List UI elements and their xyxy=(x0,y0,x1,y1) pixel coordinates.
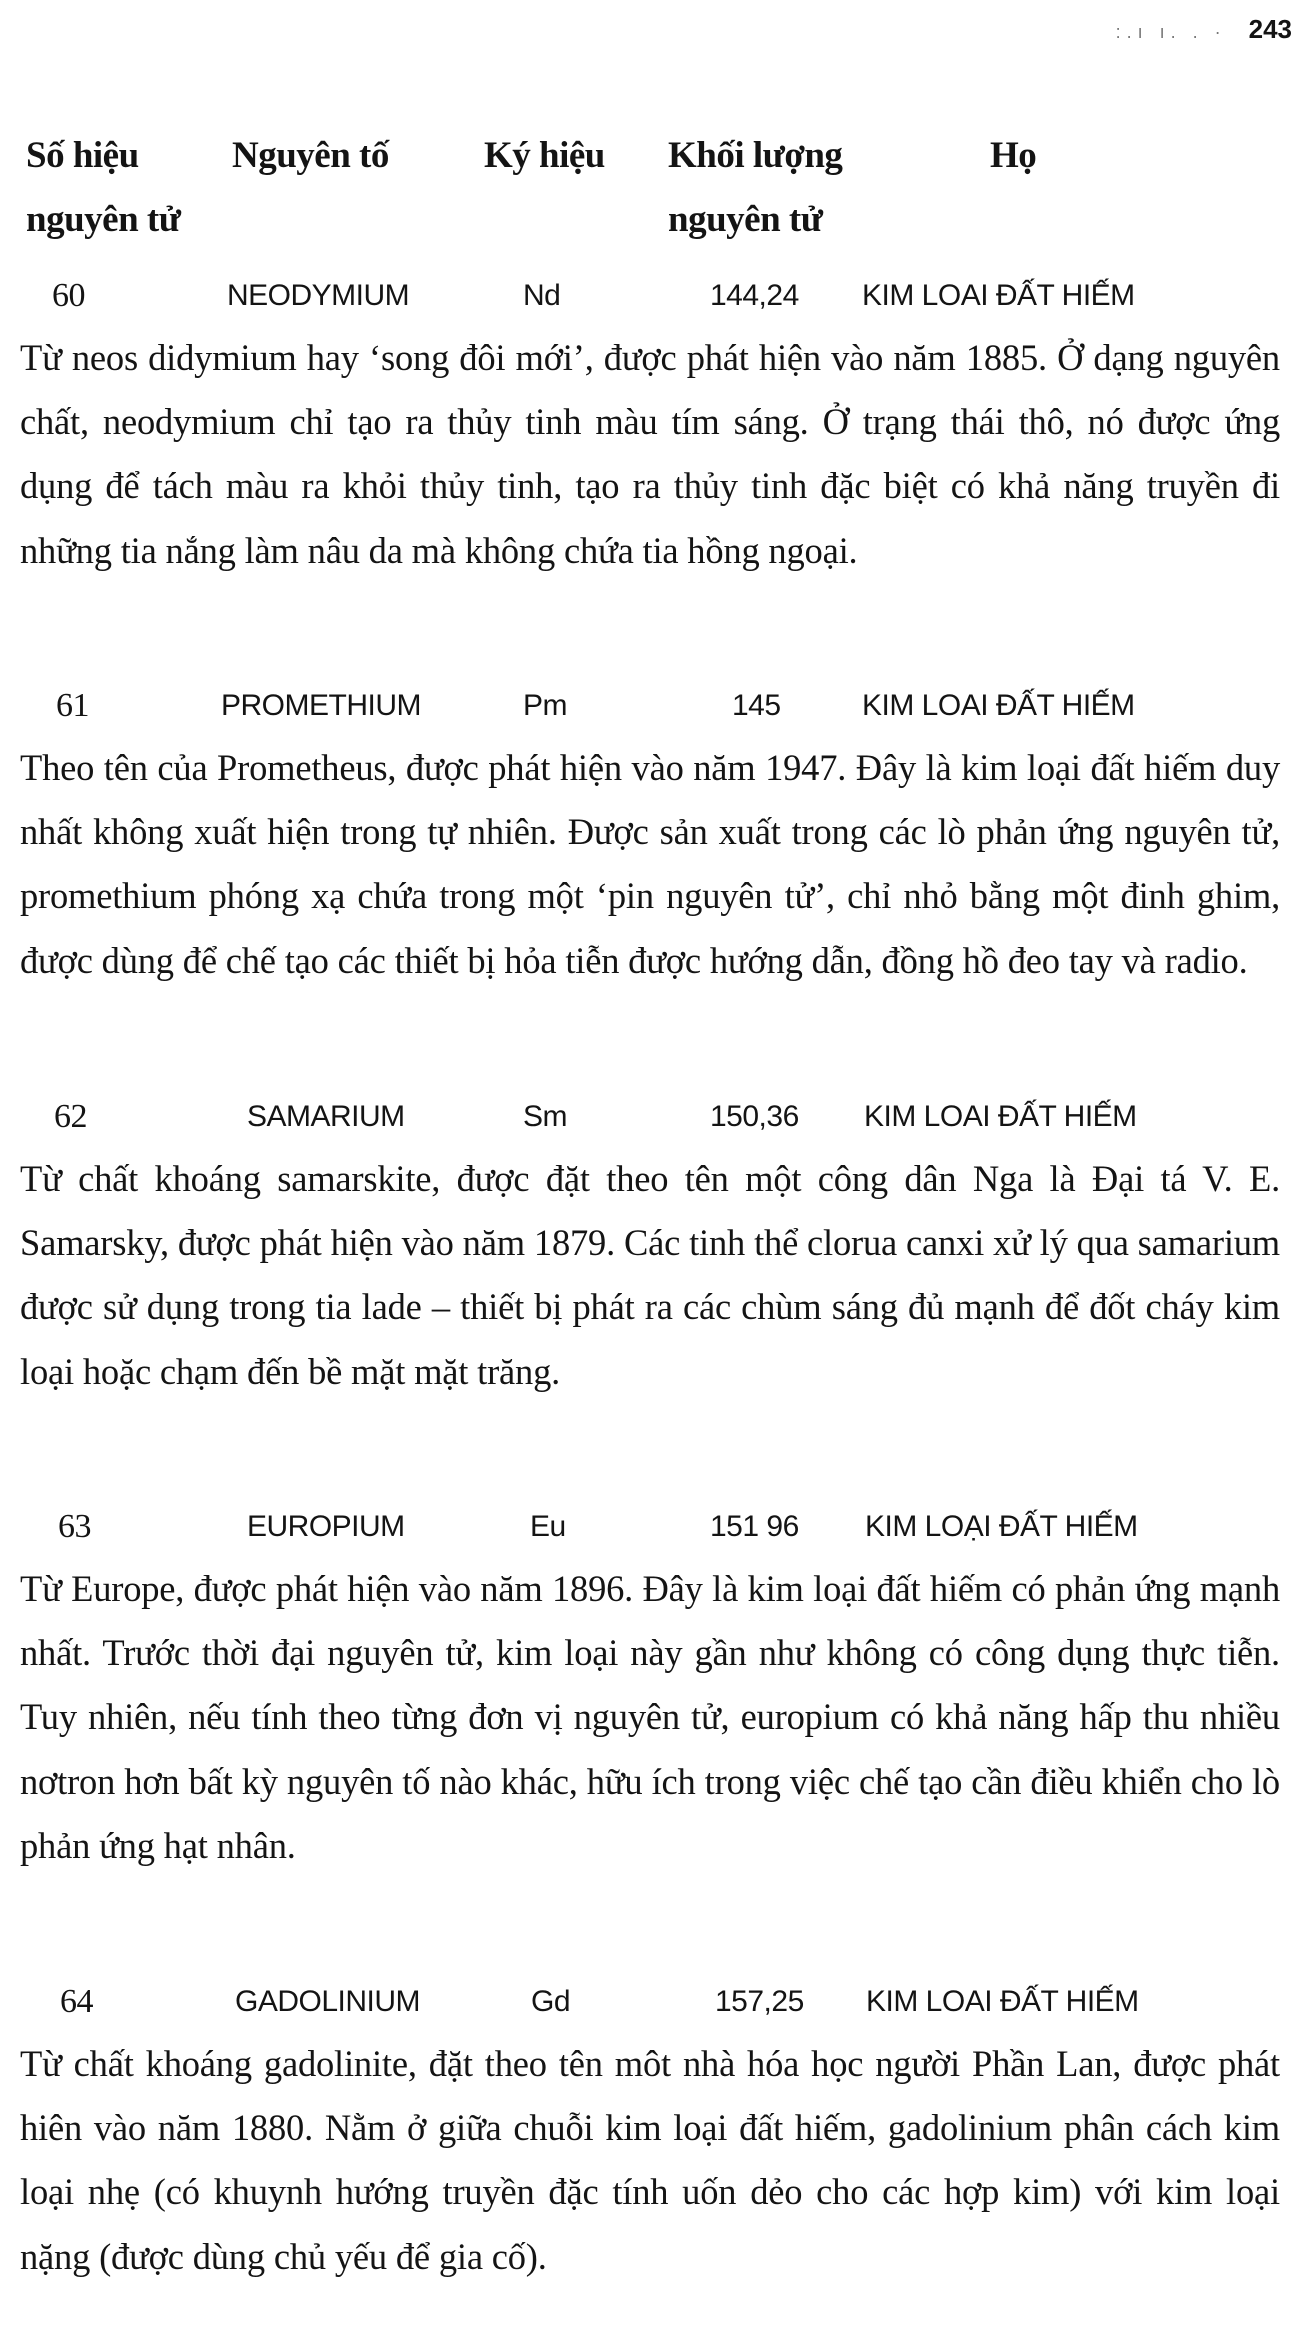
header-family: Họ xyxy=(990,135,1037,176)
entry-family: KIM LOAI ĐẤT HIẾM xyxy=(862,689,1135,722)
entry-header xyxy=(20,1972,1280,2032)
entry-description: Theo tên của Prometheus, được phát hiện vào năm 1947. Đây là kim loại đất hiếm duy nhất không xuất hiện trong tự nhiên. Được sản xuất trong các lò phản ứng nguyên tử, promethium phóng xạ chứa trong một ‘pin nguyên tử’, chỉ nhỏ bằng một đinh ghim, được dùng để chế tạo các thiết bị hỏa tiễn được hướng dẫn, đồng hồ đeo tay và radio. xyxy=(20,747,1280,981)
entry-header xyxy=(20,1087,1280,1147)
entry-family: KIM LOAI ĐẤT HIẾM xyxy=(862,279,1135,312)
entry-symbol: Gd xyxy=(531,1985,571,2018)
entry-family: KIM LOẠI ĐẤT HIẾM xyxy=(865,1510,1138,1543)
entry-description: Từ Europe, được phát hiện vào năm 1896. Đây là kim loại đất hiếm có phản ứng mạnh nhất. Trước thời đại nguyên tử, kim loại này gần như không có công dụng thực tiễn. Tuy nhiên, nếu tính theo từng đơn vị nguyên tử, europium có khả năng hấp thu nhiều nơtron hơn bất kỳ nguyên tố nào khác, hữu ích trong việc chế tạo cần điều khiển cho lò phản ứng hạt nhân. xyxy=(20,1568,1280,1866)
entry-atomic-number: 63 xyxy=(58,1508,91,1545)
entry-family: KIM LOAI ĐẤT HIẾM xyxy=(864,1100,1137,1133)
entry-symbol: Eu xyxy=(530,1510,566,1543)
entry-atomic-mass: 150,36 xyxy=(710,1100,799,1133)
entry-atomic-mass: 144,24 xyxy=(710,279,799,312)
entry-description: Từ chất khoáng samarskite, được đặt theo tên một công dân Nga là Đại tá V. E. Samarsky, được phát hiện vào năm 1879. Các tinh thể clorua canxi xử lý qua samarium được sử dụng trong tia lade – thiết bị phát ra các chùm sáng đủ mạnh để đốt cháy kim loại hoặc chạm đến bề mặt mặt trăng. xyxy=(20,1158,1280,1392)
running-head xyxy=(1116,14,1292,45)
element-entry xyxy=(20,266,1280,583)
entry-atomic-mass: 145 xyxy=(732,689,781,722)
entry-symbol: Sm xyxy=(523,1100,567,1133)
entry-atomic-mass: 157,25 xyxy=(715,1985,804,2018)
entry-element-name: GADOLINIUM xyxy=(235,1985,421,2018)
entry-symbol: Nd xyxy=(523,279,561,312)
element-entry xyxy=(20,1497,1280,1878)
running-head-title: :.ı ı. . · xyxy=(1115,22,1227,42)
entry-atomic-number: 60 xyxy=(52,277,85,314)
entry-description: Từ chất khoáng gadolinite, đặt theo tên môt nhà hóa học người Phần Lan, được phát hiên vào năm 1880. Nằm ở giữa chuỗi kim loại đất hiếm, gadolinium phân cách kim loại nhẹ (có khuynh hướng truyền đặc tính uốn dẻo cho các hợp kim) với kim loại nặng (được dùng chủ yếu để gia cố). xyxy=(20,2043,1280,2277)
header-symbol: Ký hiệu xyxy=(484,135,605,176)
entry-atomic-number: 61 xyxy=(56,687,89,724)
header-atomic-number: Số hiệu nguyên tử xyxy=(26,135,181,240)
entry-description: Từ neos didymium hay ‘song đôi mới’, được phát hiện vào năm 1885. Ở dạng nguyên chất, neodymium chỉ tạo ra thủy tinh màu tím sáng. Ở trạng thái thô, nó được ứng dụng để tách màu ra khỏi thủy tinh, tạo ra thủy tinh đặc biệt có khả năng truyền đi những tia nắng làm nâu da mà không chứa tia hồng ngoại. xyxy=(20,337,1280,571)
entry-symbol: Pm xyxy=(523,689,567,722)
entry-family: KIM LOAI ĐẤT HIẾM xyxy=(866,1985,1139,2018)
entry-element-name: EUROPIUM xyxy=(247,1510,405,1543)
entry-element-name: NEODYMIUM xyxy=(227,279,410,312)
page-number: 243 xyxy=(1248,14,1292,44)
entry-atomic-number: 62 xyxy=(54,1098,87,1135)
entry-header xyxy=(20,676,1280,736)
entry-element-name: PROMETHIUM xyxy=(221,689,421,722)
entry-header xyxy=(20,266,1280,326)
entry-atomic-number: 64 xyxy=(60,1983,93,2020)
entry-element-name: SAMARIUM xyxy=(247,1100,405,1133)
header-atomic-mass: Khối lượng nguyên tử xyxy=(668,135,843,240)
entry-atomic-mass: 151 96 xyxy=(710,1510,799,1543)
element-entry xyxy=(20,676,1280,993)
entry-header xyxy=(20,1497,1280,1557)
element-entry xyxy=(20,1972,1280,2289)
table-header xyxy=(26,124,1276,244)
element-entry xyxy=(20,1087,1280,1404)
header-element: Nguyên tố xyxy=(232,135,389,176)
